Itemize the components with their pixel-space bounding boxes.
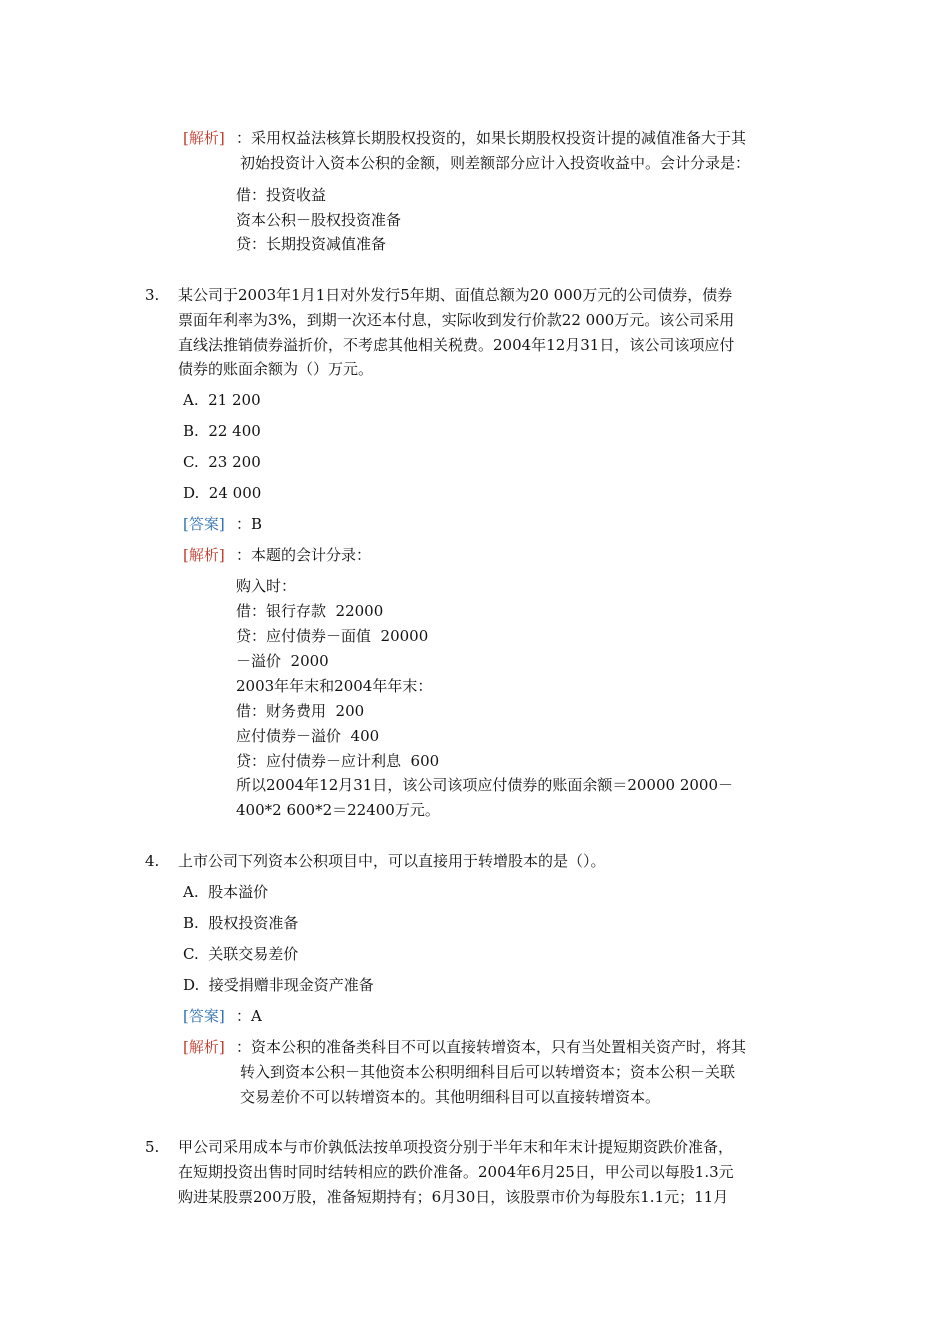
option-d: D. 24 000 [183,484,262,502]
question-number: 4. [145,852,160,870]
analysis-label: [解析] [183,1038,225,1056]
entry-line: 购入时： [236,577,297,595]
analysis-text-line: ：采用权益法核算长期股权投资的，如果长期股权投资计提的减值准备大于其 [236,129,747,147]
entry-line: 资本公积－股权投资准备 [236,211,402,229]
option-c: C. 关联交易差价 [183,945,299,963]
option-a: A. 股本溢价 [183,883,269,901]
entry-line: －溢价 2000 [236,652,329,670]
entry-line: 应付债券－溢价 400 [236,727,380,745]
option-a: A. 21 200 [183,391,261,409]
question-stem-line: 购进某股票200万股，准备短期持有；6月30日，该股票市价为每股东1.1元；11月 [178,1188,729,1206]
question-number: 5. [145,1138,160,1156]
question-stem-line: 债券的账面余额为（）万元。 [178,360,374,378]
option-c: C. 23 200 [183,453,261,471]
option-b: B. 22 400 [183,422,261,440]
question-stem-line: 在短期投资出售时同时结转相应的跌价准备。2004年6月25日，甲公司以每股1.3元 [178,1163,734,1181]
entry-line: 2003年年末和2004年年末： [236,677,433,695]
entry-line: 贷：应付债券－面值 20000 [236,627,429,645]
analysis-label: [解析] [183,129,225,147]
question-stem-line: 上市公司下列资本公积项目中，可以直接用于转增股本的是（）。 [178,852,606,870]
conclusion-line: 400*2 600*2＝22400万元。 [236,801,440,819]
answer-label: [答案] [183,515,225,533]
analysis-text-line: 交易差价不可以转增资本的。其他明细科目可以直接转增资本。 [240,1088,661,1106]
question-stem-line: 某公司于2003年1月1日对外发行5年期、面值总额为20 000万元的公司债券，债券 [178,286,733,304]
analysis-text-line: 转入到资本公积－其他资本公积明细科目后可以转增资本；资本公积－关联 [240,1063,736,1081]
question-stem-line: 甲公司采用成本与市价孰低法按单项投资分别于半年末和年末计提短期资跌价准备， [178,1138,734,1156]
entry-line: 借：投资收益 [236,186,327,204]
answer-label: [答案] [183,1007,225,1025]
entry-line: 贷：应付债券－应计利息 600 [236,752,440,770]
entry-line: 借：银行存款 22000 [236,602,384,620]
analysis-text-line: ：资本公积的准备类科目不可以直接转增资本，只有当处置相关资产时，将其 [236,1038,747,1056]
conclusion-line: 所以2004年12月31日，该公司该项应付债券的账面余额＝20000 2000－ [236,776,734,794]
option-b: B. 股权投资准备 [183,914,299,932]
question-stem-line: 直线法推销债券溢折价，不考虑其他相关税费。2004年12月31日，该公司该项应付 [178,336,735,354]
entry-line: 借：财务费用 200 [236,702,365,720]
question-number: 3. [145,286,160,304]
entry-line: 贷：长期投资减值准备 [236,235,387,253]
answer-value: ：A [236,1007,262,1025]
option-d: D. 接受捐赠非现金资产准备 [183,976,374,994]
question-stem-line: 票面年利率为3%，到期一次还本付息，实际收到发行价款22 000万元。该公司采用 [178,311,735,329]
analysis-intro: ：本题的会计分录： [236,546,372,564]
analysis-text-line: 初始投资计入资本公积的金额，则差额部分应计入投资收益中。会计分录是： [240,154,751,172]
answer-value: ：B [236,515,263,533]
analysis-label: [解析] [183,546,225,564]
